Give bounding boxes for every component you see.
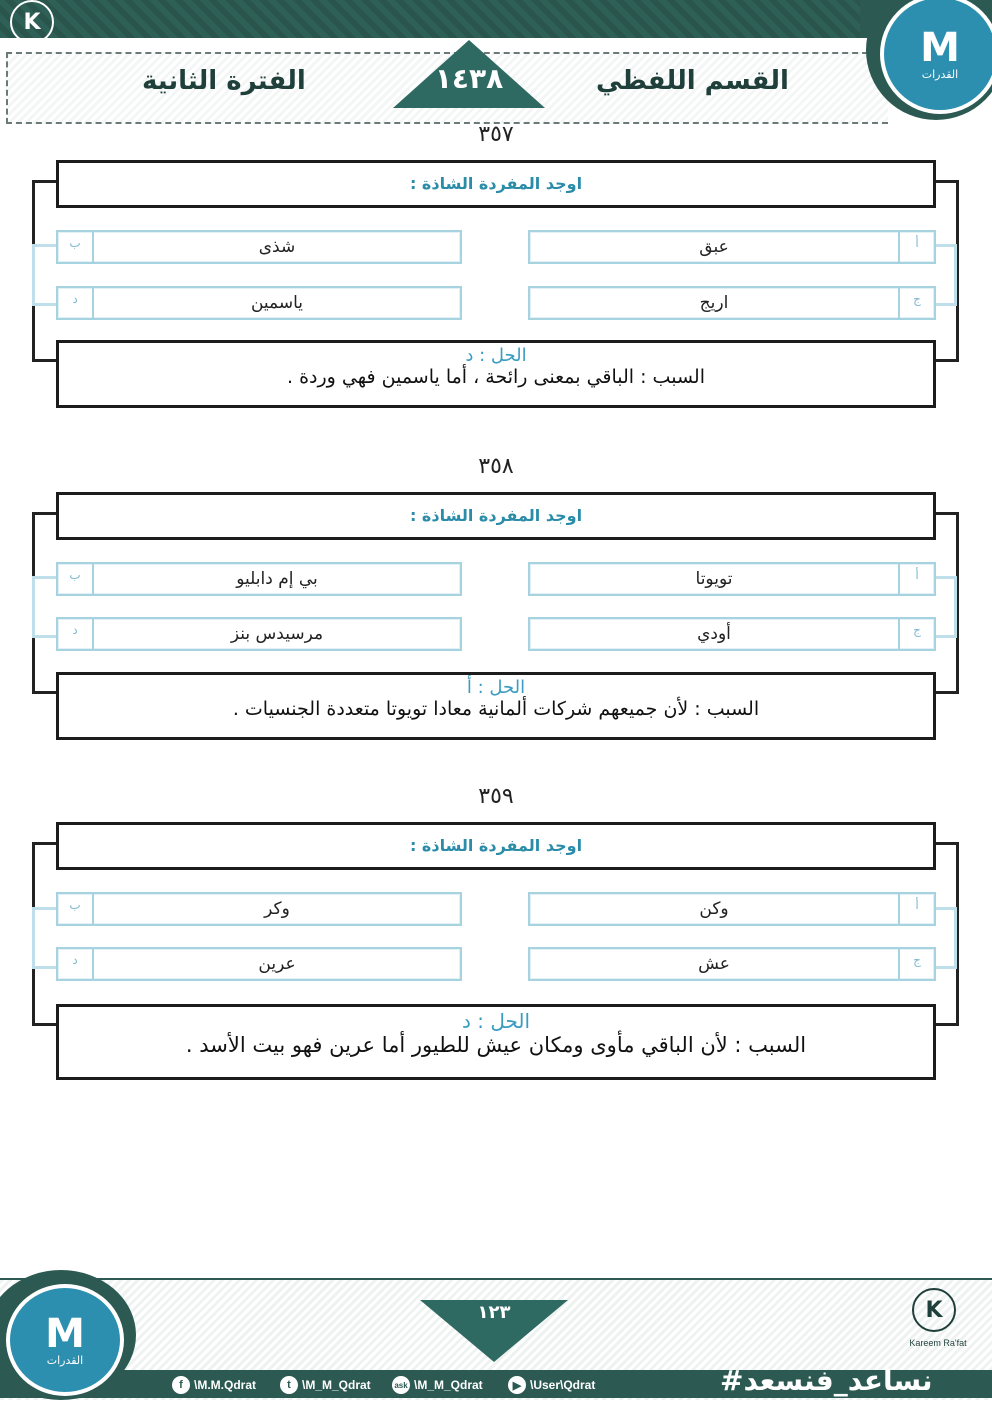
ask-icon: ask	[392, 1376, 410, 1394]
year-label: ١٤٣٨	[434, 62, 504, 95]
hashtag: #نساعد_فنسعد	[720, 1364, 933, 1397]
question-number: ٣٥٧	[478, 122, 514, 147]
section-title: القسم اللفظي	[596, 66, 789, 96]
answer-reason: السبب : الباقي بمعنى رائحة ، أما ياسمين فهي وردة .	[287, 366, 705, 388]
options-left-connector	[32, 907, 57, 969]
option-letter: ب	[58, 894, 94, 924]
option-letter: ب	[58, 232, 94, 262]
option-letter: ج	[898, 288, 934, 318]
social-ask[interactable]: ask \M_M_Qdrat	[392, 1376, 483, 1394]
kareem-logo-icon: K	[912, 1288, 956, 1332]
option-c[interactable]: أودي ج	[528, 617, 936, 651]
question-box	[56, 160, 936, 208]
option-letter: أ	[898, 564, 934, 594]
option-c[interactable]: عش ج	[528, 947, 936, 981]
option-b[interactable]: ب شذى	[56, 230, 462, 264]
option-b[interactable]: ب وكر	[56, 892, 462, 926]
question-prompt: اوجد المفردة الشاذة :	[409, 174, 583, 193]
option-letter: ج	[898, 619, 934, 649]
question-box	[56, 492, 936, 540]
qudrat-badge-icon: M القدرات	[6, 1284, 124, 1396]
answer-box	[56, 340, 936, 408]
option-c[interactable]: اريج ج	[528, 286, 936, 320]
social-facebook[interactable]: f \M.M.Qdrat	[172, 1376, 256, 1394]
answer-box	[56, 672, 936, 740]
option-letter: د	[58, 949, 94, 979]
answer-reason: السبب : لأن الباقي مأوى ومكان عيش للطيور أما عرين فهو بيت الأسد .	[185, 1033, 807, 1057]
option-letter: أ	[898, 894, 934, 924]
answer-label: الحل : د	[465, 345, 527, 366]
question-number: ٣٥٨	[478, 454, 514, 479]
option-letter: ب	[58, 564, 94, 594]
question-box	[56, 822, 936, 870]
answer-label: الحل : د	[461, 1009, 531, 1033]
youtube-icon: ▶	[508, 1376, 526, 1394]
logo-caption: Kareem Ra'fat	[4, 38, 62, 48]
option-d[interactable]: د مرسيدس بنز	[56, 617, 462, 651]
social-twitter[interactable]: t \M_M_Qdrat	[280, 1376, 371, 1394]
social-youtube[interactable]: ▶ \User\Qdrat	[508, 1376, 595, 1394]
option-letter: ج	[898, 949, 934, 979]
option-d[interactable]: د عرين	[56, 947, 462, 981]
option-letter: د	[58, 619, 94, 649]
answer-box	[56, 1004, 936, 1080]
question-prompt: اوجد المفردة الشاذة :	[409, 836, 583, 855]
kareem-logo-icon: K	[10, 0, 54, 44]
qudrat-badge-icon: M القدرات	[880, 0, 992, 114]
option-a[interactable]: تويوتا أ	[528, 562, 936, 596]
question-number: ٣٥٩	[478, 784, 514, 809]
option-b[interactable]: ب بي إم دابليو	[56, 562, 462, 596]
period-title: الفترة الثانية	[142, 66, 306, 96]
option-d[interactable]: د ياسمين	[56, 286, 462, 320]
twitter-icon: t	[280, 1376, 298, 1394]
facebook-icon: f	[172, 1376, 190, 1394]
option-letter: أ	[898, 232, 934, 262]
question-prompt: اوجد المفردة الشاذة :	[409, 506, 583, 525]
page-number: ١٢٣	[477, 1302, 511, 1323]
option-letter: د	[58, 288, 94, 318]
options-left-connector	[32, 576, 57, 638]
header-pattern	[0, 0, 860, 38]
options-left-connector	[32, 244, 57, 306]
logo-caption: Kareem Ra'fat	[909, 1338, 967, 1348]
answer-reason: السبب : لأن جميعهم شركات ألمانية معادا تويوتا متعددة الجنسيات .	[232, 698, 760, 720]
option-a[interactable]: عبق أ	[528, 230, 936, 264]
answer-label: الحل : أ	[466, 677, 526, 698]
option-a[interactable]: وكن أ	[528, 892, 936, 926]
